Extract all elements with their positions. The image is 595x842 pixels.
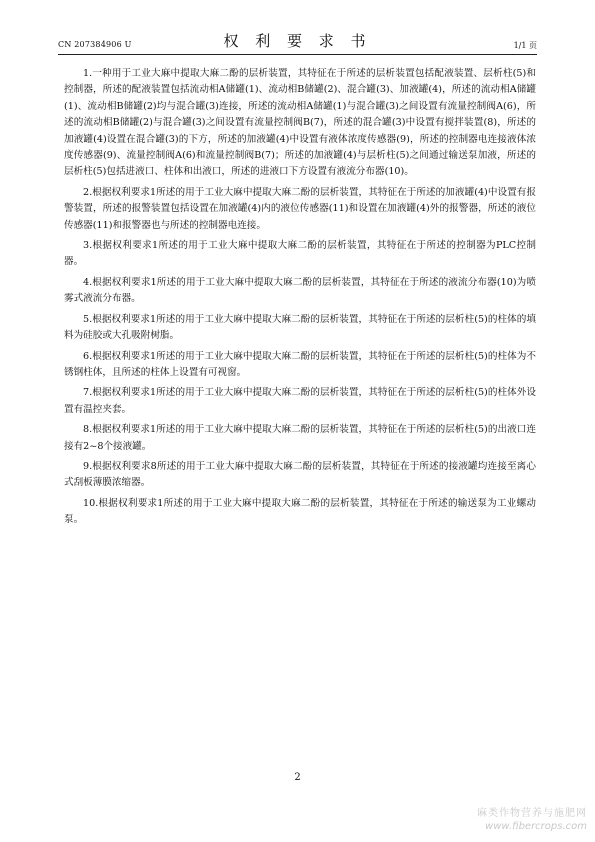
watermark-site-name: 麻类作物营养与施肥网 (477, 808, 587, 819)
claim-10: 10.根据权利要求1所述的用于工业大麻中提取大麻二酚的层析装置，其特征在于所述的输送泵为工业螺动泵。 (64, 497, 536, 526)
claim-3: 3.根据权利要求1所述的用于工业大麻中提取大麻二酚的层析装置，其特征在于所述的控制器为PLC控制器。 (64, 240, 536, 268)
page-number: 2 (294, 772, 301, 783)
document-number: CN 207384906 U (58, 40, 132, 49)
watermark-url: www.fibercrops.com (485, 821, 587, 832)
claim-2: 2.根据权利要求1所述的用于工业大麻中提取大麻二酚的层析装置，其特征在于所述的加液罐(4)中设置有报警装置，所述的报警装置包括设置在加液罐(4)内的液位传感器(11)和设置在加液罐(4)外的报警器，所述的液位传感器(11)和报警器也与所述的控制器电连接。 (64, 186, 536, 231)
claim-8: 8.根据权利要求1所述的用于工业大麻中提取大麻二酚的层析装置，其特征在于所述的层析柱(5)的出液口连接有2~8个接液罐。 (64, 424, 536, 452)
claim-4: 4.根据权利要求1所述的用于工业大麻中提取大麻二酚的层析装置，其特征在于所述的液流分布器(10)为喷雾式液流分布器。 (64, 276, 536, 305)
watermark (477, 807, 587, 833)
claim-5: 5.根据权利要求1所述的用于工业大麻中提取大麻二酚的层析装置，其特征在于所述的层析柱(5)的柱体的填料为硅胶或大孔吸附树脂。 (64, 313, 536, 342)
page-header (58, 28, 537, 55)
claim-6: 6.根据权利要求1所述的用于工业大麻中提取大麻二酚的层析装置，其特征在于所述的层析柱(5)的柱体为不锈钢柱体，且所述的柱体上设置有可视窗。 (64, 350, 536, 378)
document-title: 权 利 要 求 书 (223, 32, 372, 50)
page-indicator: 1/1 页 (513, 41, 537, 50)
claim-7: 7.根据权利要求1所述的用于工业大麻中提取大麻二酚的层析装置，其特征在于所述的层析柱(5)的柱体外设置有温控夹套。 (64, 387, 536, 415)
claim-1: 1.一种用于工业大麻中提取大麻二酚的层析装置，其特征在于所述的层析装置包括配液装置、层析柱(5)和控制器，所述的配液装置包括流动相A储罐(1)、流动相B储罐(2)、混合罐(3)、加液罐(4)，所述的流动相A储罐(1)、流动相B储罐(2)均与混合罐(3)连接，所述的流动相A储罐(1)与混合罐(3)之间设置有流量控制阀A(6)，所述的流动相B储罐(2)与混合罐(3)之间设置有流量控制阀B(7)，所述的混合罐(3)中设置有搅拌装置(8)，所述的加液罐(4)设置在混合罐(3)的下方，所述的加液罐(4)中设置有液体浓度传感器(9)，所述的控制器电连接液体浓度传感器(9)、流量控制阀A(6)和流量控制阀B(7)；所述的加液罐(4)与层析柱(5)之间通过输送泵加液，所述的层析柱(5)包括进液口、柱体和出液口，所述的进液口下方设置有液流分布器(10)。 (64, 68, 536, 178)
claim-9: 9.根据权利要求8所述的用于工业大麻中提取大麻二酚的层析装置，其特征在于所述的接液罐均连接至离心式刮板薄膜浓缩器。 (64, 460, 536, 489)
claims-body (64, 66, 536, 533)
